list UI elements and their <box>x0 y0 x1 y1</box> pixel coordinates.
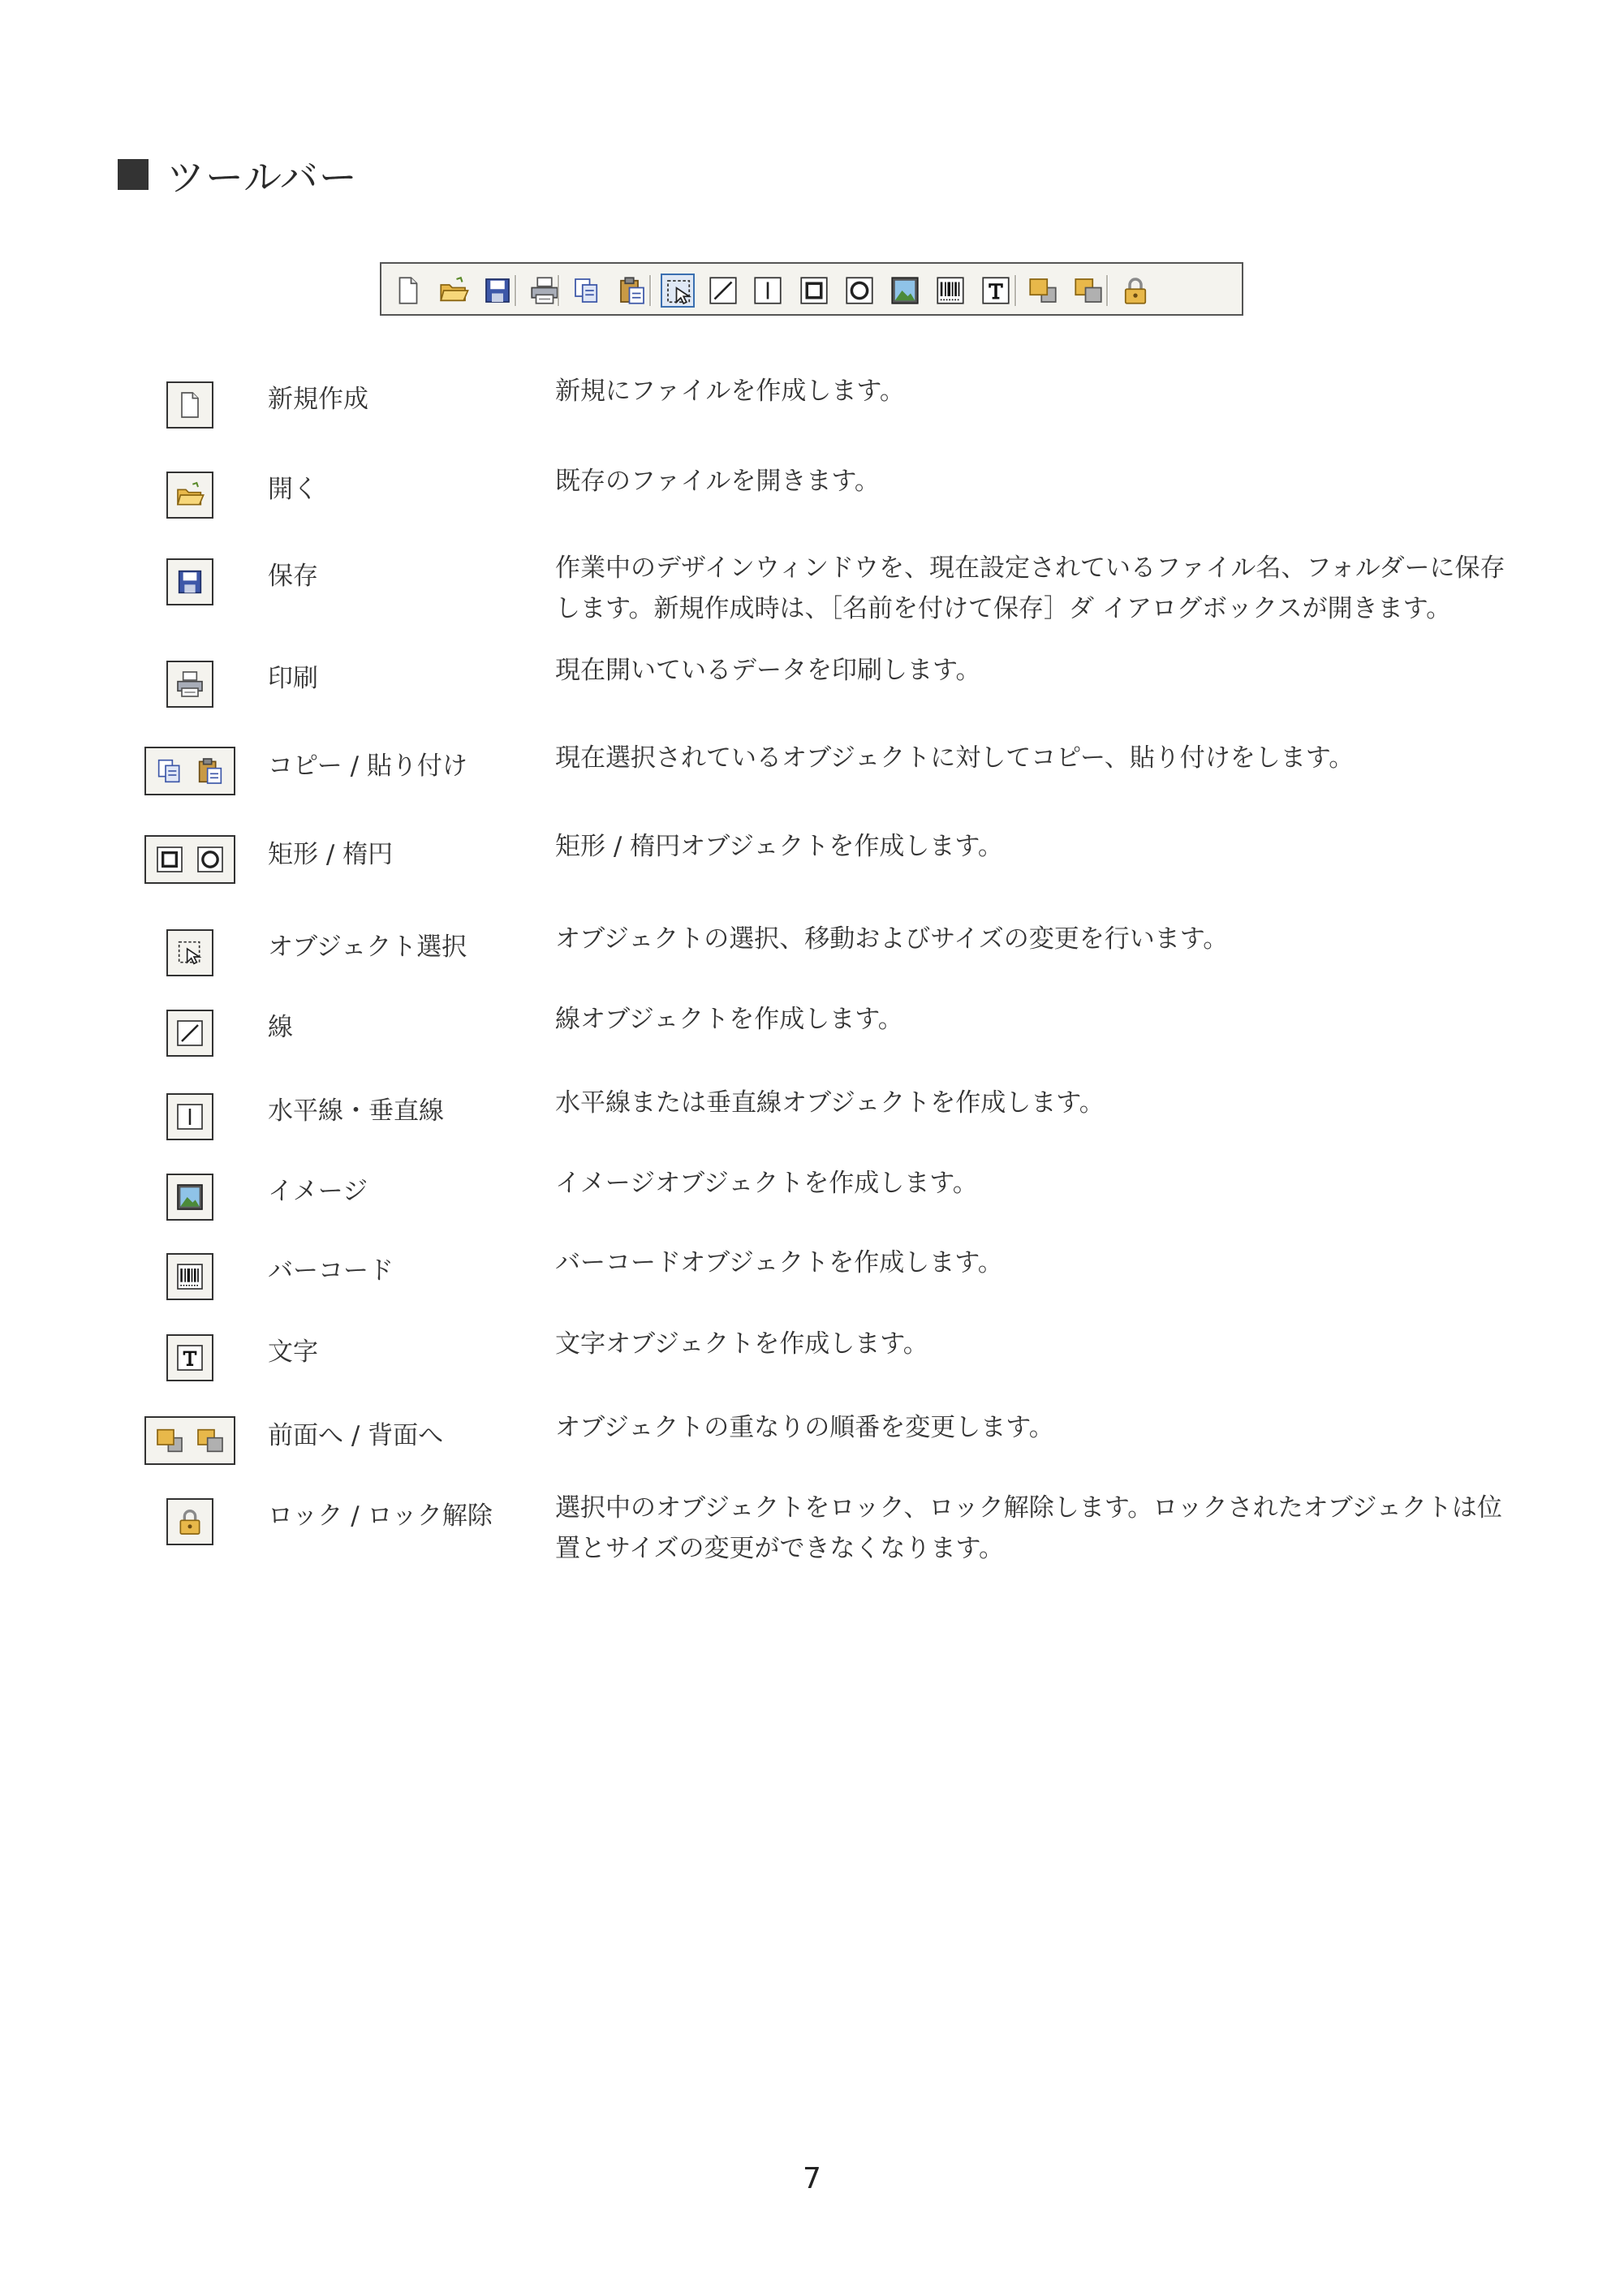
copy-icon <box>570 274 604 308</box>
send-back-icon <box>194 1424 226 1457</box>
row-icon-box <box>166 1498 213 1545</box>
toolbar-image-button[interactable] <box>888 274 922 308</box>
row-description: 既存のファイルを開きます。 <box>555 467 880 496</box>
row-description: 新規にファイルを作成します。 <box>555 377 905 406</box>
row-description: 現在開いているデータを印刷します。 <box>555 656 981 685</box>
row-icon-box <box>166 472 213 519</box>
toolbar-separator <box>515 275 517 306</box>
row-name: 線 <box>268 1013 293 1042</box>
hv-line-icon <box>174 1101 206 1133</box>
toolbar-separator <box>1106 275 1109 306</box>
row-name: 保存 <box>268 562 318 591</box>
row-name: ロック / ロック解除 <box>268 1501 493 1531</box>
row-icon-box <box>166 1253 213 1300</box>
row-icon-box <box>166 1093 213 1140</box>
paste-icon <box>615 274 649 308</box>
row-description: 水平線または垂直線オブジェクトを作成します。 <box>555 1088 1105 1118</box>
row-name: オブジェクト選択 <box>268 933 467 962</box>
row-icon-box <box>166 558 213 605</box>
bring-front-icon <box>1026 274 1060 308</box>
row-name: 前面へ / 背面へ <box>268 1421 444 1450</box>
lock-icon <box>1118 274 1152 308</box>
row-icon-box <box>166 1010 213 1057</box>
toolbar-new-file-button[interactable] <box>391 274 425 308</box>
row-description: イメージオブジェクトを作成します。 <box>555 1169 978 1198</box>
toolbar-open-folder-button[interactable] <box>437 274 471 308</box>
line-icon <box>174 1017 206 1049</box>
paste-icon <box>194 755 226 787</box>
row-name: 新規作成 <box>268 385 368 414</box>
image-icon <box>888 274 922 308</box>
row-icon-box <box>166 1174 213 1221</box>
row-description: 線オブジェクトを作成します。 <box>555 1005 903 1034</box>
bring-front-icon <box>153 1424 186 1457</box>
row-icon-box <box>166 381 213 429</box>
section-heading <box>118 154 358 200</box>
row-description: 矩形 / 楕円オブジェクトを作成します。 <box>555 832 1003 861</box>
toolbar-separator <box>558 275 560 306</box>
row-description: 現在選択されているオブジェクトに対してコピー、貼り付けをします。 <box>555 743 1355 773</box>
toolbar-save-disk-button[interactable] <box>480 274 515 308</box>
new-file-icon <box>174 389 206 421</box>
row-description: オブジェクトの選択、移動およびサイズの変更を行います。 <box>555 924 1229 954</box>
row-name: 開く <box>268 475 318 504</box>
toolbar-separator <box>649 275 652 306</box>
ellipse-icon <box>842 274 877 308</box>
row-description: 選択中のオブジェクトをロック、ロック解除します。ロックされたオブジェクトは位置とサイズの変更ができなくなります。 <box>555 1493 1502 1563</box>
toolbar-hv-line-button[interactable] <box>751 274 785 308</box>
send-back-icon <box>1071 274 1105 308</box>
object-select-icon <box>174 937 206 969</box>
row-icon-box <box>166 1334 213 1381</box>
row-description: 文字オブジェクトを作成します。 <box>555 1329 928 1359</box>
open-folder-icon <box>437 274 471 308</box>
toolbar-line-button[interactable] <box>706 274 740 308</box>
row-icon-box <box>144 747 235 795</box>
lock-icon <box>174 1506 206 1538</box>
row-icon-box <box>166 661 213 708</box>
page-number: 7 <box>803 2162 821 2195</box>
heading-square-marker <box>118 159 149 190</box>
row-description: オブジェクトの重なりの順番を変更します。 <box>555 1413 1054 1442</box>
rectangle-icon <box>153 843 186 876</box>
toolbar-copy-button[interactable] <box>570 274 604 308</box>
image-icon <box>174 1181 206 1213</box>
row-name: 矩形 / 楕円 <box>268 840 394 869</box>
hv-line-icon <box>751 274 785 308</box>
toolbar-text-button[interactable] <box>979 274 1013 308</box>
row-name: 印刷 <box>268 664 318 693</box>
row-name: 水平線・垂直線 <box>268 1096 444 1126</box>
row-name: 文字 <box>268 1338 318 1367</box>
print-icon <box>528 274 562 308</box>
row-icon-box <box>144 835 235 884</box>
rectangle-icon <box>797 274 831 308</box>
toolbar-separator <box>1014 275 1017 306</box>
toolbar-print-button[interactable] <box>528 274 562 308</box>
toolbar-barcode-button[interactable] <box>933 274 967 308</box>
barcode-icon <box>933 274 967 308</box>
toolbar-bring-front-button[interactable] <box>1026 274 1060 308</box>
row-icon-box <box>166 929 213 976</box>
new-file-icon <box>391 274 425 308</box>
toolbar-rectangle-button[interactable] <box>797 274 831 308</box>
object-select-icon <box>662 275 693 309</box>
print-icon <box>174 668 206 700</box>
open-folder-icon <box>174 479 206 511</box>
toolbar-lock-button[interactable] <box>1118 274 1152 308</box>
toolbar-ellipse-button[interactable] <box>842 274 877 308</box>
text-icon <box>174 1342 206 1374</box>
barcode-icon <box>174 1260 206 1293</box>
toolbar-object-select-button[interactable] <box>661 274 695 308</box>
toolbar-send-back-button[interactable] <box>1071 274 1105 308</box>
copy-icon <box>153 755 186 787</box>
row-description: バーコードオブジェクトを作成します。 <box>555 1248 1003 1277</box>
save-disk-icon <box>480 274 515 308</box>
row-name: イメージ <box>268 1177 368 1206</box>
heading-title: ツールバー <box>166 155 358 200</box>
row-name: コピー / 貼り付け <box>268 752 467 781</box>
text-icon <box>979 274 1013 308</box>
ellipse-icon <box>194 843 226 876</box>
row-description: 作業中のデザインウィンドウを、現在設定されているファイル名、フォルダーに保存します。新規作成時は、［名前を付けて保存］ダ イアログボックスが開きます。 <box>555 554 1506 623</box>
line-icon <box>706 274 740 308</box>
row-name: バーコード <box>268 1256 394 1286</box>
row-icon-box <box>144 1416 235 1465</box>
save-disk-icon <box>174 566 206 598</box>
toolbar-paste-button[interactable] <box>615 274 649 308</box>
toolbar <box>380 262 1243 316</box>
